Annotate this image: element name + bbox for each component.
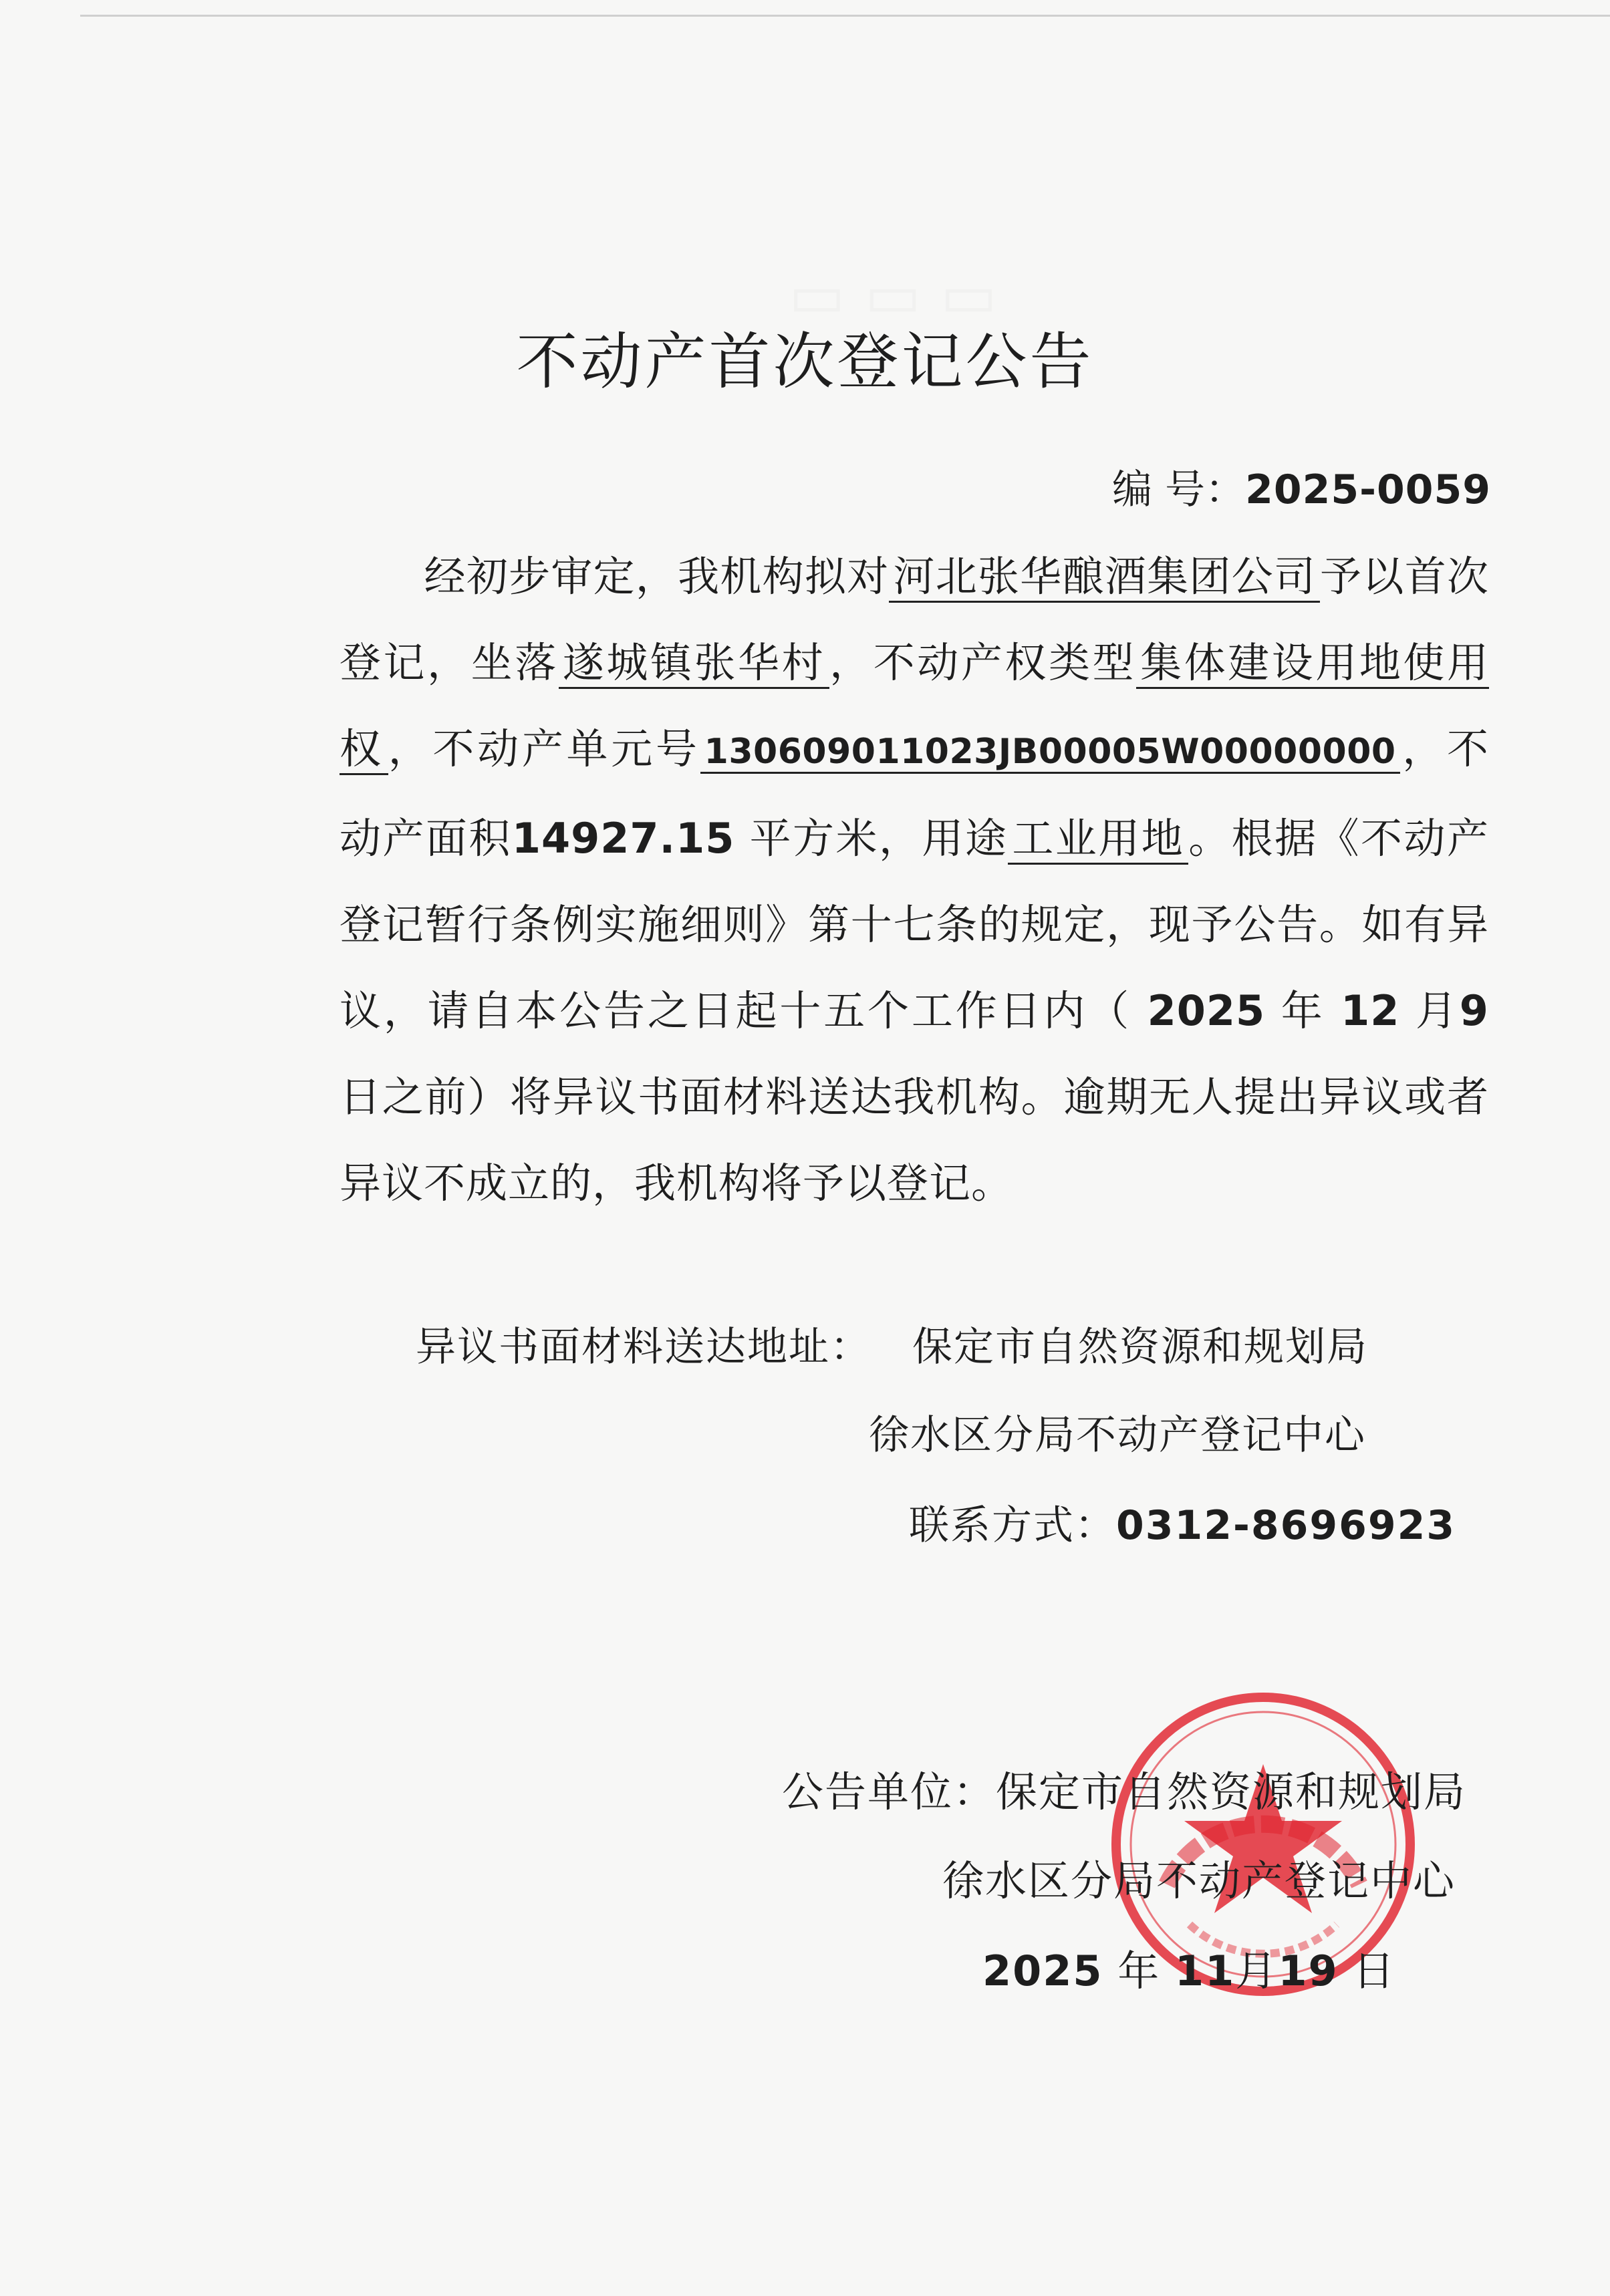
basis-text: 。根据《不动产登记暂行条例实施细则》第十七条的规定，现予公告。如有异议，请自本公告之日起十五个工作日内（ xyxy=(340,814,1489,1035)
right-type-label: ，不动产权类型 xyxy=(829,638,1137,687)
usage-value: 工业用地 xyxy=(1008,814,1188,865)
issue-year: 2025 xyxy=(982,1947,1103,1995)
applicant-name: 河北张华酿酒集团公司 xyxy=(889,552,1320,603)
objection-address-label: 异议书面材料送达地址： xyxy=(416,1324,871,1371)
issue-date xyxy=(982,1938,1395,1997)
area-value: 14927.15 xyxy=(511,814,735,863)
deadline-day: 9 xyxy=(1459,986,1489,1035)
location-value: 遂城镇张华村 xyxy=(559,638,829,689)
deadline-tail-text: 日之前）将异议书面材料送达我机构。逾期无人提出异议或者异议不成立的，我机构将予以登记。 xyxy=(340,1072,1489,1207)
document-number xyxy=(1112,458,1491,515)
scan-edge-line xyxy=(80,15,1610,17)
issue-day-char: 日 xyxy=(1353,1947,1396,1995)
unit-no-label: ，不动产单元号 xyxy=(388,724,700,773)
contact-label: 联系方式： xyxy=(909,1502,1116,1549)
issue-day: 19 xyxy=(1278,1947,1339,1995)
objection-contact xyxy=(909,1493,1456,1551)
issue-year-char: 年 xyxy=(1117,1947,1161,1995)
objection-org-line2: 徐水区分局不动产登记中心 xyxy=(869,1412,1366,1459)
issuer-line2: 徐水区分局不动产登记中心 xyxy=(942,1856,1456,1905)
notice-title: 不动产首次登记公告 xyxy=(516,326,1094,398)
notice-body xyxy=(340,533,1489,1226)
objection-org-line1: 保定市自然资源和规划局 xyxy=(912,1324,1368,1371)
issue-month: 11 xyxy=(1175,1947,1236,1995)
area-unit-text: 平方米，用途 xyxy=(749,814,1009,863)
doc-no-value: 2025-0059 xyxy=(1245,466,1491,513)
area-label: ，不动产面积 xyxy=(340,724,1489,863)
intro-text: 经初步审定，我机构拟对 xyxy=(424,552,890,601)
contact-phone: 0312-8696923 xyxy=(1116,1502,1456,1549)
right-type-value: 集体建设用地使用权 xyxy=(340,638,1489,775)
deadline-month-char: 月 xyxy=(1415,986,1460,1035)
unit-no-value: 130609011023JB00005W00000000 xyxy=(700,732,1400,774)
issue-month-char: 月 xyxy=(1235,1947,1279,1995)
deadline-year: 2025 xyxy=(1147,986,1266,1035)
deadline-year-char: 年 xyxy=(1281,986,1325,1035)
bleed-through-shadow: ▭ ▭ ▭ xyxy=(789,261,998,331)
first-reg-text: 予以首次登记，坐落 xyxy=(340,552,1489,687)
doc-no-label: 编 号： xyxy=(1112,466,1246,513)
issuer-line1: 公告单位：保定市自然资源和规划局 xyxy=(782,1767,1467,1816)
deadline-month: 12 xyxy=(1341,986,1400,1035)
